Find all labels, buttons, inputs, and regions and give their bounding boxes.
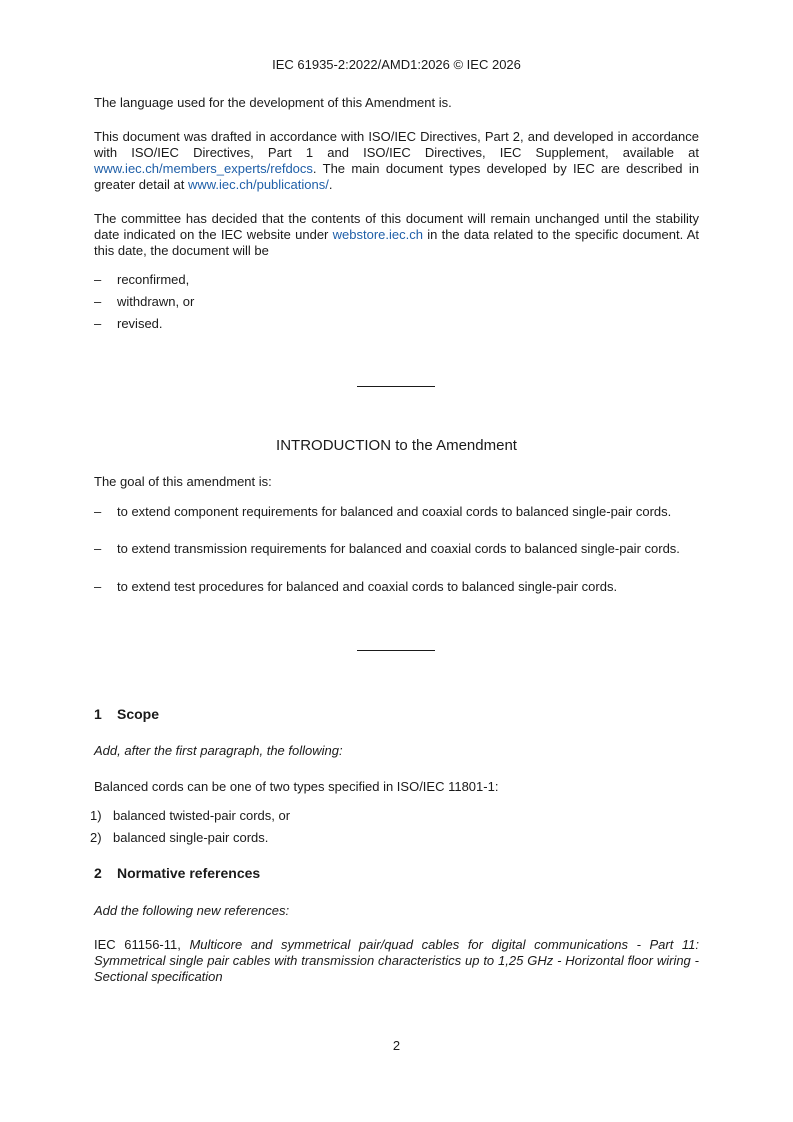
normative-heading bbox=[94, 865, 260, 881]
dash-marker: – bbox=[94, 579, 102, 594]
webstore-link[interactable]: webstore.iec.ch bbox=[332, 227, 423, 242]
list-item bbox=[94, 294, 699, 310]
page-number: 2 bbox=[392, 1038, 401, 1053]
list-item-text: withdrawn, or bbox=[117, 294, 195, 309]
document-header: IEC 61935-2:2022/AMD1:2026 © IEC 2026 bbox=[272, 57, 521, 72]
list-item-text: balanced twisted-pair cords, or bbox=[113, 808, 291, 823]
section-separator bbox=[357, 386, 435, 387]
list-item bbox=[94, 541, 699, 557]
list-item-text: to extend transmission requirements for balanced and coaxial cords to balanced single-pair cords. bbox=[117, 541, 680, 556]
scope-instruction: Add, after the first paragraph, the following: bbox=[94, 743, 343, 758]
list-item-text: to extend component requirements for balanced and coaxial cords to balanced single-pair cords. bbox=[117, 504, 672, 519]
stability-text-1: The committee has decided that the contents of this document will remain unchanged until the stability date indicated on the IEC website under bbox=[94, 211, 699, 242]
drafting-text-2: . The main document types developed by IEC are described in greater detail at bbox=[94, 161, 699, 192]
section-title: Normative references bbox=[117, 865, 261, 881]
drafting-text-3: . bbox=[328, 177, 333, 192]
list-item-text: revised. bbox=[117, 316, 163, 331]
list-item bbox=[94, 579, 699, 595]
scope-body: Balanced cords can be one of two types specified in ISO/IEC 11801-1: bbox=[94, 779, 499, 794]
dash-marker: – bbox=[94, 294, 102, 309]
refdocs-link[interactable]: www.iec.ch/members_experts/refdocs bbox=[94, 161, 313, 176]
dash-marker: – bbox=[94, 504, 102, 519]
drafting-text-1: This document was drafted in accordance with ISO/IEC Directives, Part 2, and developed in accordance with ISO/IEC Directives, Part 1 and ISO/IEC Directives, IEC Supplement, available at bbox=[94, 129, 699, 160]
list-item bbox=[94, 504, 699, 520]
reference-id: IEC 61156-11, bbox=[94, 937, 190, 952]
section-number: 1 bbox=[94, 706, 102, 722]
item-number: 2) bbox=[90, 830, 102, 845]
item-number: 1) bbox=[90, 808, 102, 823]
section-separator bbox=[357, 650, 435, 651]
list-item-text: to extend test procedures for balanced and coaxial cords to balanced single-pair cords. bbox=[117, 579, 618, 594]
list-item bbox=[94, 316, 699, 332]
dash-marker: – bbox=[94, 541, 102, 556]
dash-marker: – bbox=[94, 316, 102, 331]
stability-paragraph bbox=[94, 211, 699, 259]
section-title: Scope bbox=[117, 706, 160, 722]
scope-heading bbox=[94, 706, 159, 722]
introduction-title: INTRODUCTION to the Amendment bbox=[276, 437, 517, 454]
language-paragraph: The language used for the development of this Amendment is. bbox=[94, 95, 452, 110]
list-item-text: reconfirmed, bbox=[117, 272, 190, 287]
publications-link[interactable]: www.iec.ch/publications/ bbox=[187, 177, 329, 192]
normative-reference bbox=[94, 937, 699, 985]
stability-text-2: in the data related to the specific document. At this date, the document will be bbox=[94, 227, 700, 258]
drafting-paragraph bbox=[94, 129, 699, 193]
reference-title: Multicore and symmetrical pair/quad cables for digital communications - Part 11: Symmetrical single pair cables with transmission characteristics up to 1,25 GHz - Horizontal floor wiring - Sectional specification bbox=[94, 937, 700, 984]
list-item bbox=[90, 808, 290, 824]
dash-marker: – bbox=[94, 272, 102, 287]
introduction-lead: The goal of this amendment is: bbox=[94, 474, 272, 489]
list-item bbox=[94, 272, 699, 288]
list-item-text: balanced single-pair cords. bbox=[113, 830, 269, 845]
normative-instruction: Add the following new references: bbox=[94, 903, 290, 918]
section-number: 2 bbox=[94, 865, 102, 881]
list-item bbox=[90, 830, 268, 846]
